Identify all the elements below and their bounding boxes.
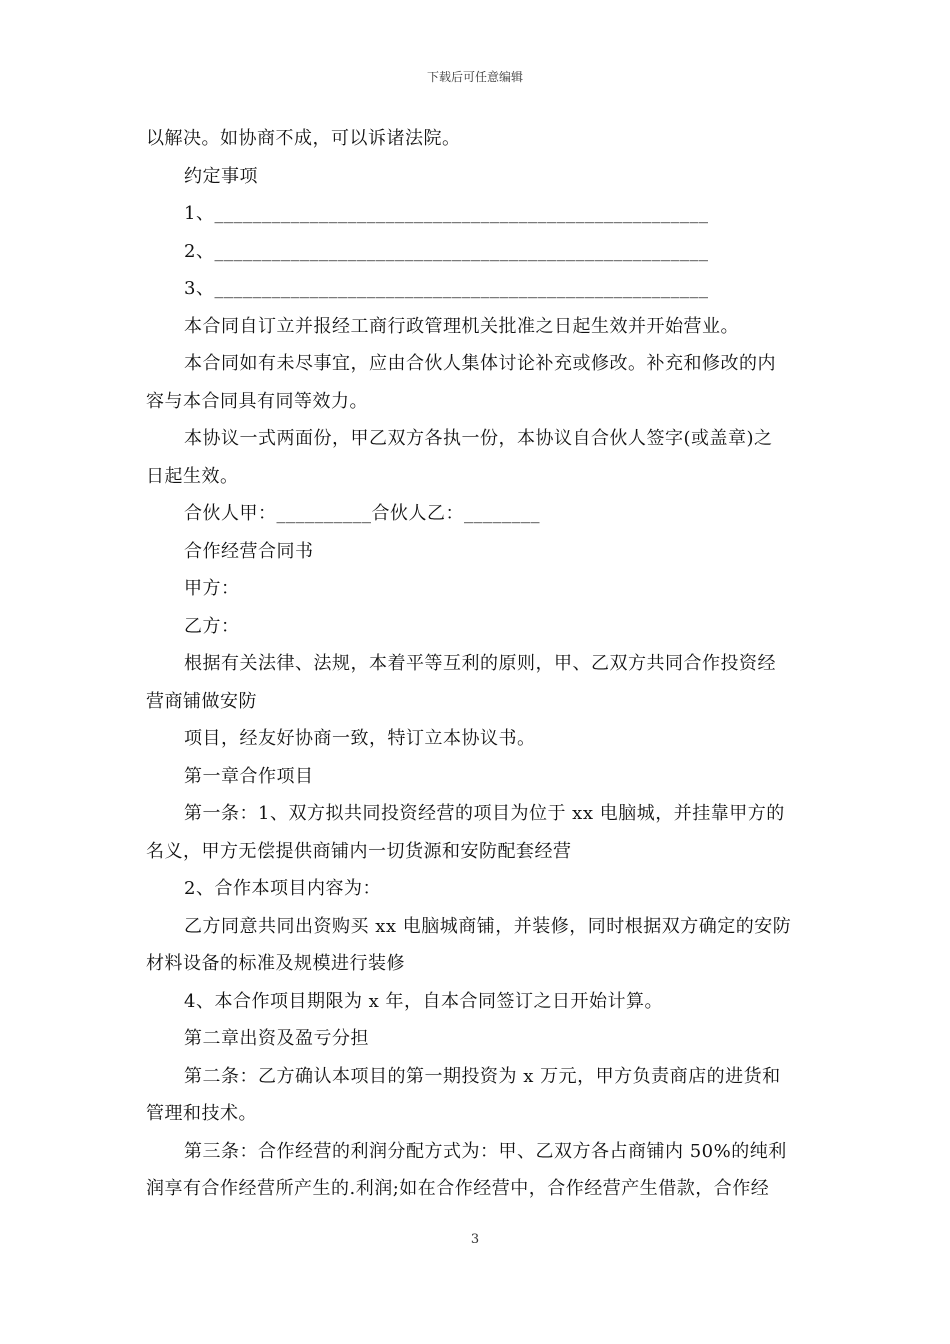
text-line: 第三条：合作经营的利润分配方式为：甲、乙双方各占商铺内 50%的纯利 xyxy=(184,1140,787,1162)
text-line: 第二条：乙方确认本项目的第一期投资为 x 万元，甲方负责商店的进货和 xyxy=(184,1065,781,1087)
text-line: 约定事项 xyxy=(184,165,258,187)
text-line: 第一条：1、双方拟共同投资经营的项目为位于 xx 电脑城，并挂靠甲方的 xyxy=(184,803,785,824)
text-line: 容与本合同具有同等效力。 xyxy=(146,390,368,412)
text-line: 本合同自订立并报经工商行政管理机关批准之日起生效并开始营业。 xyxy=(184,315,739,337)
chapter-heading: 第二章出资及盈亏分担 xyxy=(184,1028,369,1049)
text-line: 润享有合作经营所产生的.利润;如在合作经营中，合作经营产生借款，合作经 xyxy=(146,1178,770,1199)
text-line: 本合同如有未尽事宜，应由合伙人集体讨论补充或修改。补充和修改的内 xyxy=(184,353,776,374)
text-line: 管理和技术。 xyxy=(146,1103,257,1124)
chapter-heading: 第一章合作项目 xyxy=(184,765,314,787)
text-line: 本协议一式两面份，甲乙双方各执一份，本协议自合伙人签字(或盖章)之 xyxy=(184,428,773,449)
text-line: 根据有关法律、法规，本着平等互利的原则，甲、乙双方共同合作投资经 xyxy=(184,653,776,674)
text-line: 名义，甲方无偿提供商铺内一切货源和安防配套经营 xyxy=(146,840,572,862)
blank-item-3: 3、____________________________________________________ xyxy=(184,278,709,299)
party-b-label: 乙方： xyxy=(184,615,240,637)
text-line: 乙方同意共同出资购买 xx 电脑城商铺，并装修，同时根据双方确定的安防 xyxy=(184,915,792,937)
party-a-label: 甲方： xyxy=(184,578,240,599)
page-header: 下载后可任意编辑 xyxy=(426,70,523,84)
text-line: 2、合作本项目内容为： xyxy=(184,878,381,899)
signature-line: 合伙人甲：__________合伙人乙：________ xyxy=(184,503,540,524)
document-body xyxy=(146,120,808,1208)
section-title: 合作经营合同书 xyxy=(184,540,314,562)
text-line: 4、本合作项目期限为 x 年，自本合同签订之日开始计算。 xyxy=(184,990,664,1012)
text-line: 以解决。如协商不成，可以诉诸法院。 xyxy=(146,128,461,149)
text-line: 营商铺做安防 xyxy=(146,690,257,712)
text-line: 材料设备的标准及规模进行装修 xyxy=(146,953,405,974)
text-line: 项目，经友好协商一致，特订立本协议书。 xyxy=(184,728,536,749)
blank-item-1: 1、____________________________________________________ xyxy=(184,203,709,224)
text-line: 日起生效。 xyxy=(146,465,239,487)
blank-item-2: 2、____________________________________________________ xyxy=(184,240,709,262)
page-number: 3 xyxy=(470,1232,480,1247)
